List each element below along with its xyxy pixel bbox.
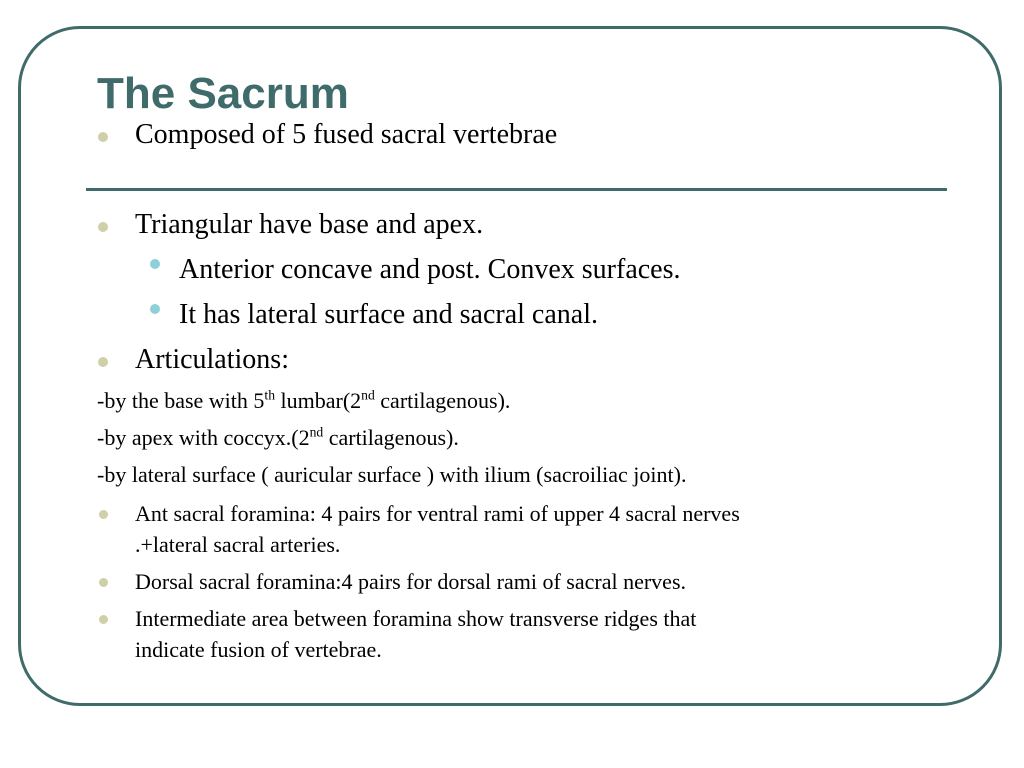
articulation-base-part2: lumbar(2: [275, 388, 362, 413]
sub-bullet-icon: [150, 259, 160, 269]
articulation-base: [97, 386, 510, 416]
articulation-base-sup2: nd: [361, 387, 375, 403]
ant-foramina-line1: Ant sacral foramina: 4 pairs for ventral rami of upper 4 sacral nerves: [135, 501, 740, 526]
bullet-icon: [99, 578, 108, 587]
articulation-apex: [97, 423, 459, 453]
bullet-icon: [98, 222, 108, 232]
articulation-apex-part1: -by apex with coccyx.(2: [97, 425, 310, 450]
triangular-text: Triangular have base and apex.: [135, 209, 484, 240]
articulation-base-part3: cartilagenous).: [374, 388, 511, 413]
intermediate-line2: indicate fusion of vertebrae.: [135, 637, 382, 662]
sub-point-canal: It has lateral surface and sacral canal.: [179, 299, 598, 330]
bullet-icon: [98, 132, 108, 142]
intro-text: Composed of 5 fused sacral vertebrae: [135, 119, 558, 150]
bullet-icon: [99, 510, 108, 519]
bullet-icon: [98, 357, 108, 367]
sub-point-surfaces: Anterior concave and post. Convex surfaces.: [179, 254, 681, 285]
sub-bullet-icon: [150, 304, 160, 314]
articulation-base-part1: -by the base with 5: [97, 388, 265, 413]
articulations-heading: Articulations:: [135, 344, 289, 375]
dorsal-foramina-text: Dorsal sacral foramina:4 pairs for dorsal rami of sacral nerves.: [135, 569, 686, 594]
ant-foramina-line2: .+lateral sacral arteries.: [135, 532, 341, 557]
title-divider: [86, 188, 947, 191]
articulation-apex-sup1: nd: [309, 424, 324, 440]
articulation-apex-part2: cartilagenous).: [323, 425, 459, 450]
bullet-icon: [99, 615, 108, 624]
intermediate-line1: Intermediate area between foramina show transverse ridges that: [135, 606, 697, 631]
articulation-base-sup1: th: [264, 387, 276, 403]
slide-title: The Sacrum: [97, 69, 349, 118]
articulation-lateral: -by lateral surface ( auricular surface ) with ilium (sacroiliac joint).: [97, 462, 687, 487]
